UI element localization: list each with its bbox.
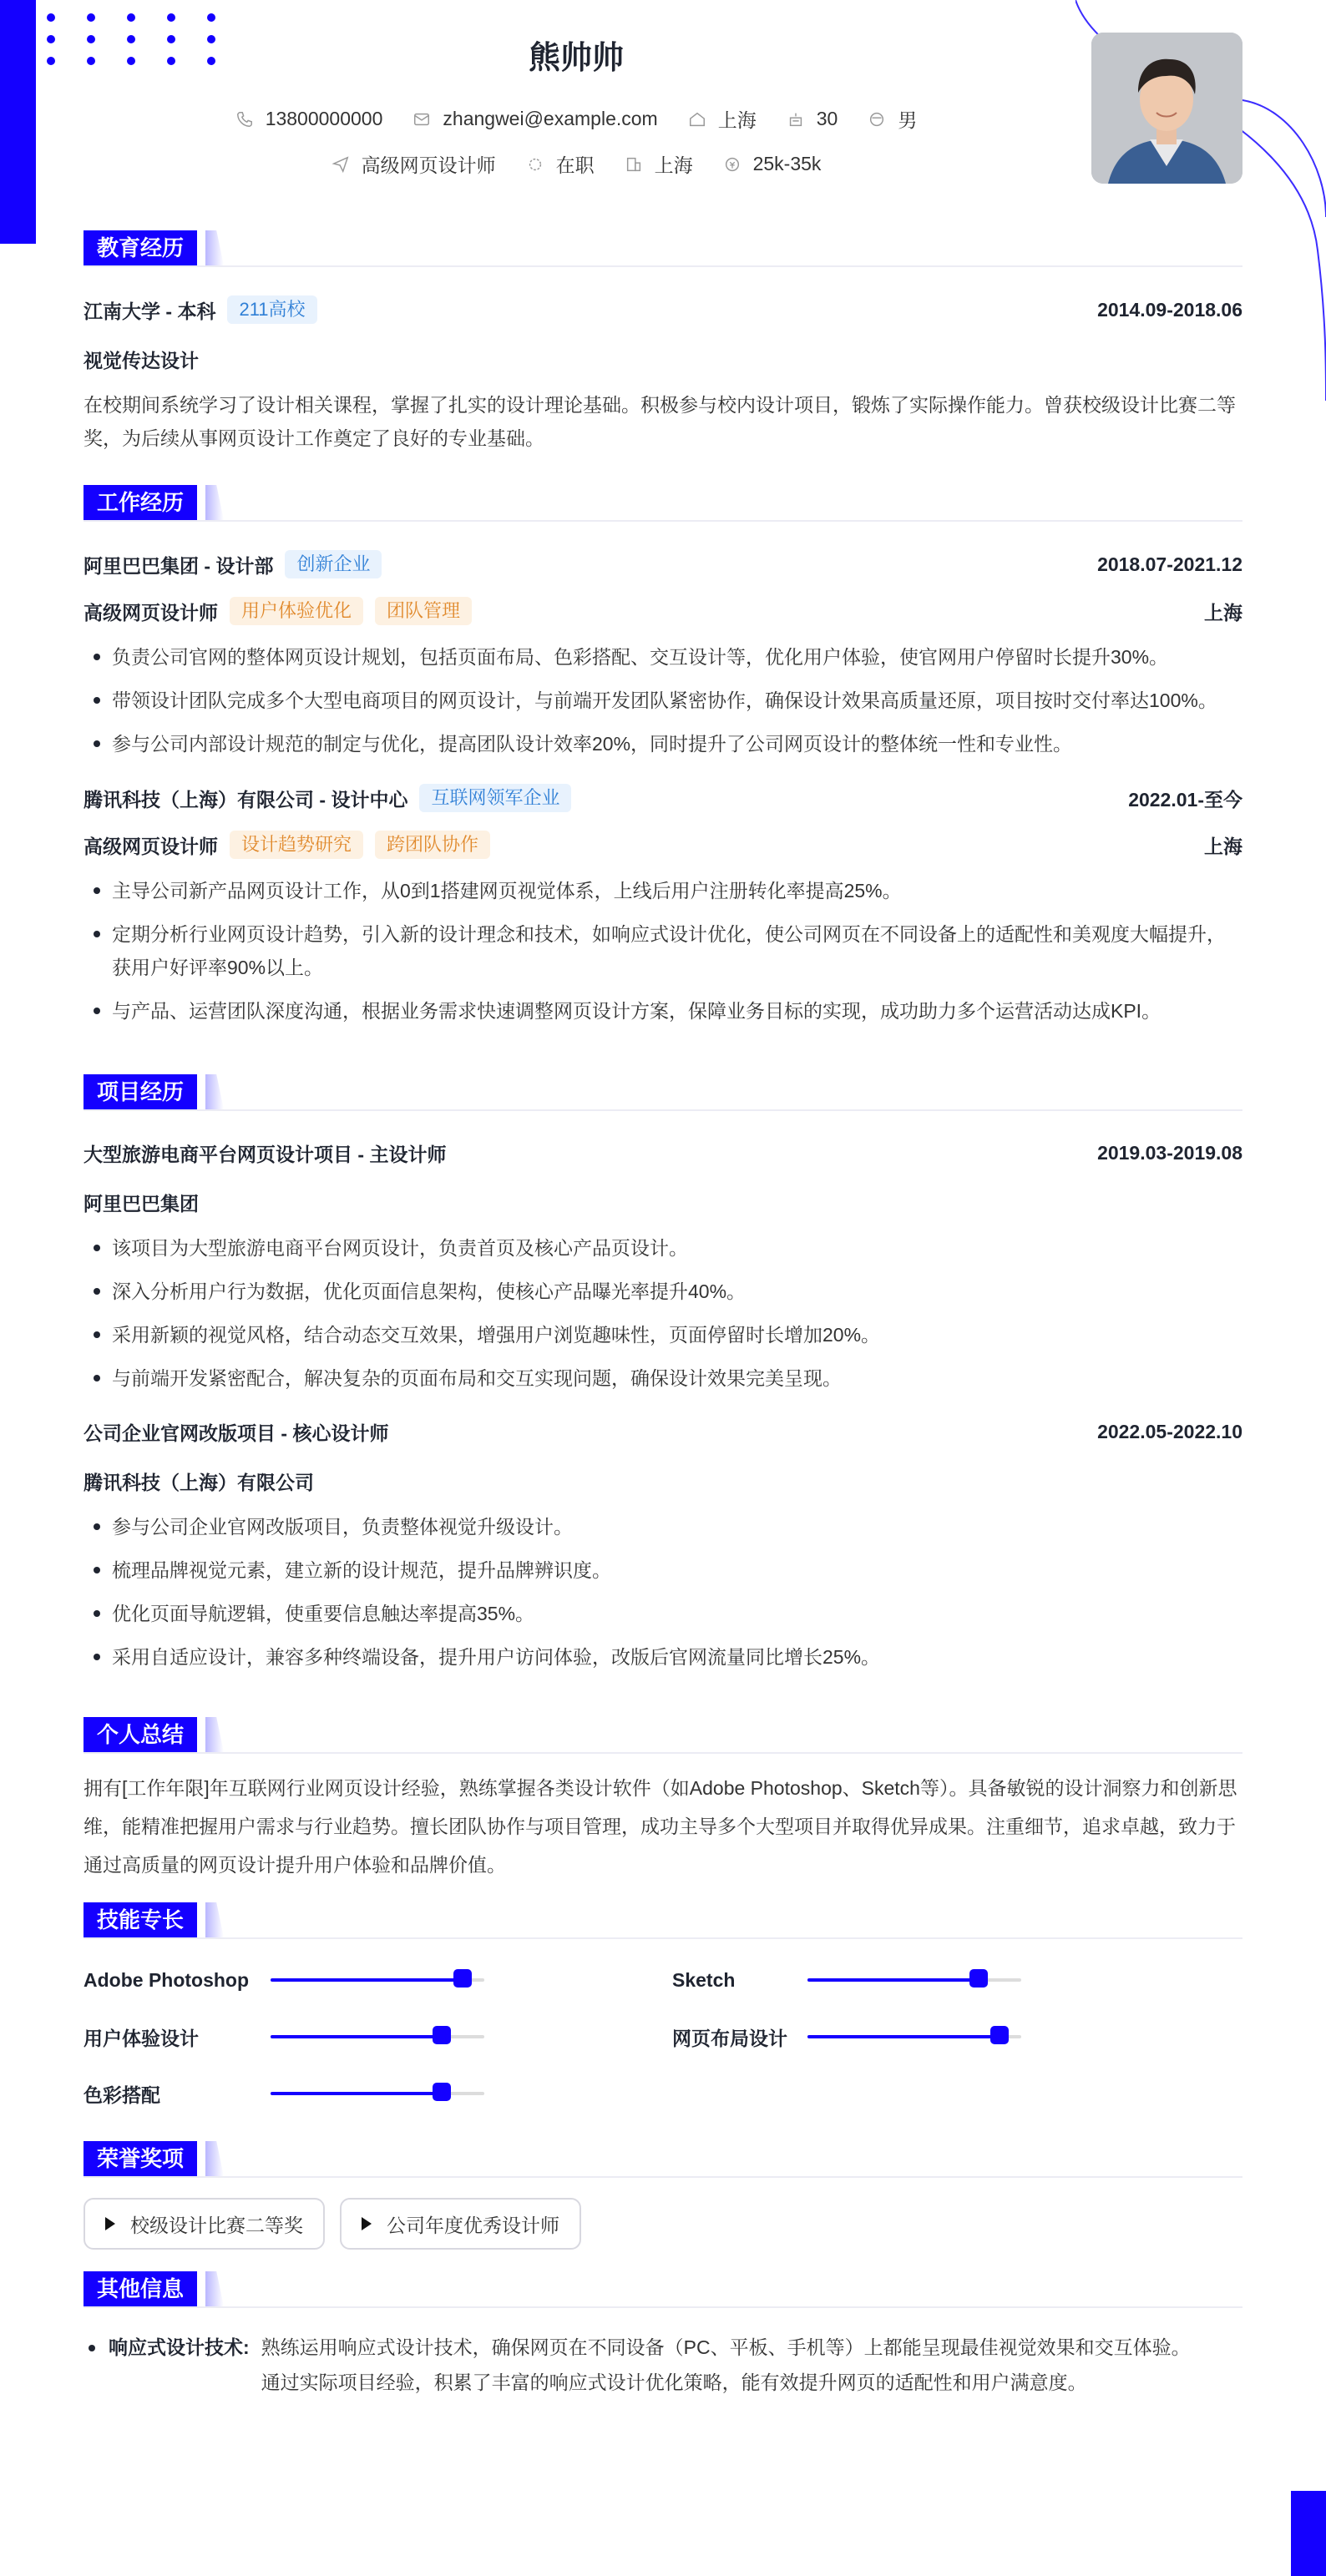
status-icon [526, 155, 544, 174]
work-item-2 [84, 784, 1242, 1028]
list-item: 采用自适应设计，兼容多种终端设备，提升用户访问体验，改版后官网流量同比增长25%。 [84, 1640, 1242, 1674]
skill-item: 网页布局设计 [672, 2021, 1242, 2053]
role-tag: 团队管理 [375, 597, 472, 625]
list-item: 定期分析行业网页设计趋势，引入新的设计理念和技术，如响应式设计优化，使公司网页在不同设备上的适配性和美观度大幅提升，获用户好评率90%以上。 [84, 917, 1242, 984]
project-title: 公司企业官网改版项目 - 核心设计师 [84, 1422, 389, 1444]
job-title: 高级网页设计师 [84, 835, 218, 857]
skill-item: Sketch [672, 1964, 1242, 1996]
company-tag: 创新企业 [285, 550, 382, 578]
list-item: 参与公司企业官网改版项目，负责整体视觉升级设计。 [84, 1510, 1242, 1543]
gender-item: 男 [868, 105, 917, 133]
project-org: 腾讯科技（上海）有限公司 [84, 1472, 314, 1493]
contact-row [0, 105, 1152, 133]
list-item: 主导公司新产品网页设计工作，从0到1搭建网页视觉体系，上线后用户注册转化率提高25%。 [84, 874, 1242, 907]
award-chip: 校级设计比赛二等奖 [84, 2198, 325, 2250]
list-item: 参与公司内部设计规范的制定与优化，提高团队设计效率20%，同时提升了公司网页设计的整体统一性和专业性。 [84, 727, 1242, 760]
email-item: zhangwei@example.com [412, 108, 657, 130]
section-projects: 项目经历 [84, 1074, 1242, 1111]
project-item-1 [84, 1139, 1242, 1395]
awards-list [84, 2198, 1242, 2250]
project-bullets [84, 1231, 1242, 1395]
home-icon [688, 110, 706, 129]
list-item: 梳理品牌视觉元素，建立新的设计规范，提升品牌辨识度。 [84, 1553, 1242, 1587]
list-item: 优化页面导航逻辑，使重要信息触达率提高35%。 [84, 1597, 1242, 1630]
project-title: 大型旅游电商平台网页设计项目 - 主设计师 [84, 1144, 447, 1165]
school-tag: 211高校 [227, 295, 316, 324]
play-icon [362, 2217, 372, 2230]
status-item: 在职 [526, 150, 595, 178]
mail-icon [412, 110, 431, 129]
job-title: 高级网页设计师 [84, 601, 218, 624]
work-date: 2018.07-2021.12 [1097, 553, 1242, 575]
other-line-1: 熟练运用响应式设计技术，确保网页在不同设备（PC、平板、手机等）上都能呈现最佳视觉效果和交互体验。 [261, 2336, 1191, 2358]
work-bullets [84, 640, 1242, 760]
education-date: 2014.09-2018.06 [1097, 298, 1242, 321]
resume-header [0, 0, 1326, 209]
skill-bar [271, 1978, 484, 1982]
work-bullets [84, 874, 1242, 1028]
section-other: 其他信息 [84, 2271, 1242, 2308]
summary-text: 拥有[工作年限]年互联网行业网页设计经验，熟练掌握各类设计软件（如Adobe Photoshop、Sketch等）。具备敏锐的设计洞察力和创新思维，能精准把握用户需求与行业趋势。擅长团队协作与项目管理，成功主导多个大型项目并取得优异成果。注重细节，追求卓越，致力于通过高质量的网页设计提升用户体验和品牌价值。 [84, 1777, 1237, 1876]
position-item: 高级网页设计师 [332, 150, 496, 178]
project-org: 阿里巴巴集团 [84, 1193, 199, 1215]
list-item: 带领设计团队完成多个大型电商项目的网页设计，与前端开发团队紧密协作，确保设计效果高质量还原，项目按时交付率达100%。 [84, 684, 1242, 717]
gender-icon [868, 110, 886, 129]
company-name: 腾讯科技（上海）有限公司 - 设计中心 [84, 788, 408, 811]
role-tag: 跨团队协作 [375, 831, 490, 859]
phone-item: 13800000000 [235, 108, 383, 130]
skill-bar [807, 1978, 1021, 1982]
education-desc: 在校期间系统学习了设计相关课程，掌握了扎实的设计理论基础。积极参与校内设计项目，锻炼了实际操作能力。曾获校级设计比赛二等奖，为后续从事网页设计工作奠定了良好的专业基础。 [84, 394, 1236, 449]
list-item: 与产品、运营团队深度沟通，根据业务需求快速调整网页设计方案，保障业务目标的实现，成功助力多个运营活动达成KPI。 [84, 994, 1242, 1028]
resume-content [84, 230, 1242, 2400]
company-tag: 互联网领军企业 [419, 784, 571, 812]
send-icon [332, 155, 350, 174]
project-date: 2022.05-2022.10 [1097, 1421, 1242, 1442]
education-header [84, 295, 1242, 324]
other-line-2: 通过实际项目经验，积累了丰富的响应式设计优化策略，能有效提升网页的适配性和用户满意度。 [261, 2371, 1087, 2393]
salary-icon [723, 155, 741, 174]
skill-bar [807, 2035, 1021, 2038]
section-honors: 荣誉奖项 [84, 2141, 1242, 2178]
project-bullets [84, 1510, 1242, 1674]
skill-bar [271, 2092, 484, 2095]
list-item: 该项目为大型旅游电商平台网页设计，负责首页及核心产品页设计。 [84, 1231, 1242, 1265]
city-item: 上海 [688, 105, 757, 133]
skill-item: Adobe Photoshop [84, 1964, 672, 1996]
building-icon [625, 155, 643, 174]
play-icon [105, 2217, 115, 2230]
award-chip: 公司年度优秀设计师 [340, 2198, 581, 2250]
list-item: 与前端开发紧密配合，解决复杂的页面布局和交互实现问题，确保设计效果完美呈现。 [84, 1361, 1242, 1395]
phone-icon [235, 110, 254, 129]
candidate-name: 熊帅帅 [528, 41, 624, 76]
section-summary: 个人总结 [84, 1717, 1242, 1754]
work-item-1 [84, 550, 1242, 760]
salary-item: 25k-35k [723, 153, 822, 175]
skill-item: 用户体验设计 [84, 2021, 672, 2053]
list-item: 负责公司官网的整体网页设计规划，包括页面布局、色彩搭配、交互设计等，优化用户体验，使官网用户停留时长提升30%。 [84, 640, 1242, 674]
other-item [84, 2330, 1242, 2400]
work-city-item: 上海 [625, 150, 693, 178]
skills-grid [84, 1964, 1242, 2109]
skill-item: 色彩搭配 [84, 2078, 672, 2109]
major: 视觉传达设计 [84, 350, 199, 371]
role-tag: 用户体验优化 [230, 597, 363, 625]
list-item: 深入分析用户行为数据，优化页面信息架构，使核心产品曝光率提升40%。 [84, 1275, 1242, 1308]
age-icon [787, 110, 805, 129]
avatar [1091, 33, 1242, 184]
job-intent-row [0, 150, 1152, 178]
work-location: 上海 [1204, 601, 1242, 624]
list-item: 采用新颖的视觉风格，结合动态交互效果，增强用户浏览趣味性，页面停留时长增加20%。 [84, 1318, 1242, 1351]
work-location: 上海 [1204, 835, 1242, 857]
section-skills: 技能专长 [84, 1902, 1242, 1939]
project-item-2 [84, 1418, 1242, 1674]
role-tag: 设计趋势研究 [230, 831, 363, 859]
section-work: 工作经历 [84, 485, 1242, 522]
work-date: 2022.01-至今 [1128, 788, 1242, 811]
age-item: 30 [787, 108, 838, 130]
other-key: 响应式设计技术: [109, 2336, 250, 2358]
project-date: 2019.03-2019.08 [1097, 1142, 1242, 1164]
school-name: 江南大学 - 本科 [84, 300, 216, 322]
company-name: 阿里巴巴集团 - 设计部 [84, 554, 274, 577]
bottom-right-accent [1291, 2491, 1326, 2576]
section-education: 教育经历 [84, 230, 1242, 267]
skill-bar [271, 2035, 484, 2038]
